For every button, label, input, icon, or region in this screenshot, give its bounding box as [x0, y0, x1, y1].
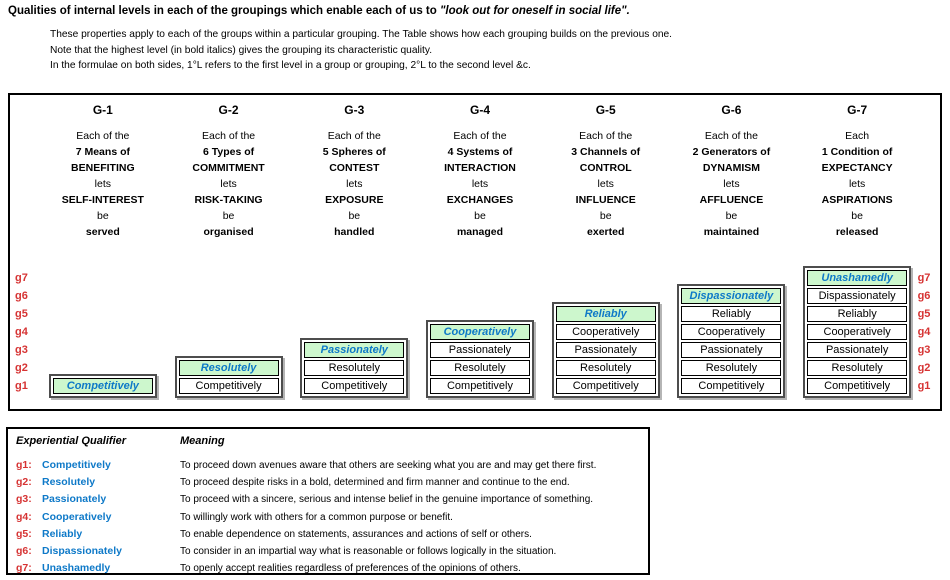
- grouping-id: G-7: [847, 103, 868, 117]
- legend-row: [16, 491, 640, 508]
- legend-g-label: g7:: [16, 562, 32, 575]
- grouping-line: organised: [203, 226, 254, 238]
- legend-qualifier: Dispassionately: [42, 545, 122, 558]
- grouping-line: INFLUENCE: [575, 194, 636, 206]
- grouping-line: lets: [723, 178, 740, 190]
- level-label-left: g3: [15, 344, 28, 356]
- legend-meaning: To openly accept realities regardless of preferences of the opinions of others.: [180, 563, 521, 575]
- grouping-line: maintained: [703, 226, 760, 238]
- legend-qualifier: Cooperatively: [42, 510, 112, 523]
- title-quote: "look out for oneself in social life".: [439, 5, 630, 17]
- grouping-line: Each of the: [202, 130, 256, 142]
- grouping-line: AFFLUENCE: [699, 194, 764, 206]
- level-stack-g-6: [677, 284, 785, 398]
- level-cell: Resolutely: [556, 360, 656, 376]
- characteristic-level-cell: Competitively: [53, 378, 153, 394]
- grouping-line: Each of the: [704, 130, 758, 142]
- level-cell: Dispassionately: [807, 288, 907, 304]
- grouping-line: 5 Spheres of: [322, 146, 386, 158]
- grouping-id: G-2: [218, 103, 239, 117]
- level-cell: Resolutely: [681, 360, 781, 376]
- level-label-left: g7: [15, 272, 28, 284]
- grouping-line: 4 Systems of: [447, 146, 513, 158]
- grouping-line: RISK-TAKING: [194, 194, 263, 206]
- level-stack-g-2: [175, 356, 283, 398]
- grouping-line: be: [474, 210, 486, 222]
- grouping-header-g-3: [291, 103, 417, 240]
- legend-meaning: To proceed with a sincere, serious and intense belief in the genuine importance of something.: [180, 494, 594, 506]
- level-cell: Passionately: [681, 342, 781, 358]
- grouping-line: be: [725, 210, 738, 222]
- grouping-id: G-5: [595, 103, 616, 117]
- grouping-line: EXPOSURE: [325, 194, 384, 206]
- characteristic-level-cell: Cooperatively: [430, 324, 530, 340]
- grouping-line: lets: [94, 178, 112, 190]
- level-labels-left: [15, 269, 28, 395]
- grouping-line: DYNAMISM: [702, 162, 760, 174]
- level-label-right: g2: [917, 362, 931, 374]
- grouping-line: Each: [845, 130, 870, 142]
- legend-qualifier: Passionately: [42, 493, 107, 506]
- grouping-header-g-7: [794, 103, 920, 240]
- grouping-line: be: [97, 210, 109, 222]
- grouping-line: COMMITMENT: [192, 162, 265, 174]
- notes-block: [50, 27, 672, 74]
- legend-meaning: To willingly work with others for a common purpose or benefit.: [180, 511, 453, 523]
- grouping-line: 1 Condition of: [821, 146, 893, 158]
- grouping-line: CONTROL: [579, 162, 632, 174]
- level-label-left: g4: [15, 326, 28, 338]
- legend-qualifier: Resolutely: [42, 476, 96, 489]
- legend-panel: [6, 427, 650, 575]
- level-cell: Cooperatively: [681, 324, 781, 340]
- level-stack-g-7: [803, 266, 911, 398]
- grouping-header-g-5: [543, 103, 669, 240]
- grouping-id: G-4: [469, 103, 490, 117]
- grouping-line: 3 Channels of: [571, 146, 641, 158]
- level-cell: Competitively: [681, 378, 781, 394]
- level-cell: Passionately: [556, 342, 656, 358]
- legend-g-label: g5:: [16, 527, 32, 540]
- grouping-line: CONTEST: [329, 162, 380, 174]
- legend-row: [16, 543, 640, 560]
- grouping-line: BENEFITING: [71, 162, 135, 174]
- level-cell: Passionately: [430, 342, 530, 358]
- grouping-line: handled: [334, 226, 375, 238]
- level-cell: Passionately: [807, 342, 907, 358]
- grouping-line: be: [348, 210, 361, 222]
- grouping-line: served: [85, 226, 120, 238]
- level-cell: Competitively: [304, 378, 404, 394]
- characteristic-level-cell: Dispassionately: [681, 288, 781, 304]
- groupings-panel: [8, 93, 942, 411]
- grouping-line: Each of the: [453, 130, 507, 142]
- legend-g-label: g6:: [16, 545, 32, 558]
- grouping-line: SELF-INTEREST: [61, 194, 144, 206]
- legend-qualifier: Reliably: [42, 527, 83, 540]
- level-label-left: g5: [15, 308, 28, 320]
- grouping-line: be: [599, 210, 612, 222]
- grouping-id: G-6: [721, 103, 742, 117]
- level-stack-g-4: [426, 320, 534, 398]
- note-line-2: Note that the highest level (in bold italics) gives the grouping its characteristic quality.: [50, 44, 433, 56]
- grouping-line: ASPIRATIONS: [821, 194, 893, 206]
- grouping-line: 7 Means of: [75, 146, 130, 158]
- grouping-id: G-3: [344, 103, 365, 117]
- title-text: Qualities of internal levels in each of the groupings which enable each of us to: [8, 5, 440, 17]
- legend-g-label: g3:: [16, 493, 32, 506]
- level-cell: Resolutely: [304, 360, 404, 376]
- grouping-line: Each of the: [76, 130, 130, 142]
- level-cell: Competitively: [807, 378, 907, 394]
- characteristic-level-cell: Passionately: [304, 342, 404, 358]
- level-label-right: g6: [917, 290, 931, 302]
- level-cell: Reliably: [807, 306, 907, 322]
- grouping-line: exerted: [587, 226, 625, 238]
- level-cell: Competitively: [556, 378, 656, 394]
- legend-qualifier: Unashamedly: [42, 562, 111, 575]
- level-label-right: g5: [917, 308, 931, 320]
- grouping-line: be: [851, 210, 863, 222]
- grouping-headers-row: [40, 103, 920, 240]
- note-line-3: In the formulae on both sides, 1°L refers to the first level in a group or grouping, 2°L to the second level &c.: [50, 60, 531, 71]
- level-stack-g-1: [49, 374, 157, 398]
- legend-qualifier: Competitively: [42, 459, 111, 471]
- note-line-1: These properties apply to each of the groups within a particular grouping. The Table shows how each grouping builds on the previous one.: [50, 29, 673, 40]
- level-label-left: g6: [15, 290, 28, 302]
- grouping-header-g-4: [417, 103, 543, 240]
- legend-rows: [8, 457, 648, 577]
- legend-header-meaning: Meaning: [180, 435, 225, 447]
- legend-row: [16, 474, 640, 491]
- legend-row: [16, 509, 640, 526]
- level-cell: Reliably: [681, 306, 781, 322]
- legend-row: [16, 526, 640, 543]
- level-label-right: g3: [917, 344, 931, 356]
- level-label-right: g4: [917, 326, 931, 338]
- grouping-line: managed: [456, 226, 504, 238]
- legend-g-label: g4:: [16, 510, 32, 523]
- legend-row: [16, 457, 640, 474]
- level-label-left: g2: [15, 362, 28, 374]
- grouping-line: EXCHANGES: [446, 194, 514, 206]
- grouping-line: lets: [848, 178, 866, 190]
- level-label-left: g1: [15, 380, 28, 392]
- characteristic-level-cell: Resolutely: [179, 360, 279, 376]
- level-label-right: g7: [917, 272, 931, 284]
- grouping-header-g-1: [40, 103, 166, 240]
- level-cell: Resolutely: [807, 360, 907, 376]
- grouping-line: Each of the: [327, 130, 381, 142]
- grouping-line: Each of the: [579, 130, 633, 142]
- level-cell: Cooperatively: [807, 324, 907, 340]
- grouping-line: be: [222, 210, 235, 222]
- legend-row: [16, 560, 640, 577]
- legend-header: [8, 435, 648, 447]
- level-labels-right: [913, 269, 935, 395]
- legend-g-label: g1:: [16, 459, 32, 471]
- grouping-line: released: [835, 226, 879, 238]
- level-cell: Competitively: [179, 378, 279, 394]
- legend-meaning: To proceed despite risks in a bold, determined and firm manner and continue to the end.: [180, 477, 570, 489]
- grouping-header-g-2: [166, 103, 292, 240]
- level-stack-g-5: [552, 302, 660, 398]
- characteristic-level-cell: Unashamedly: [807, 270, 907, 286]
- level-staircase: [40, 266, 920, 398]
- grouping-line: lets: [597, 178, 614, 190]
- grouping-header-g-6: [669, 103, 795, 240]
- legend-meaning: To enable dependence on statements, assurances and actions of self or others.: [180, 528, 532, 540]
- page-title: [8, 5, 630, 17]
- level-label-right: g1: [917, 380, 931, 392]
- level-cell: Competitively: [430, 378, 530, 394]
- legend-g-label: g2:: [16, 476, 32, 489]
- legend-header-qualifier: Experiential Qualifier: [16, 435, 127, 447]
- level-cell: Resolutely: [430, 360, 530, 376]
- grouping-line: 2 Generators of: [692, 146, 771, 158]
- grouping-line: 6 Types of: [202, 146, 255, 158]
- grouping-line: INTERACTION: [444, 162, 516, 174]
- level-cell: Cooperatively: [556, 324, 656, 340]
- grouping-line: lets: [471, 178, 489, 190]
- level-stack-g-3: [300, 338, 408, 398]
- legend-meaning: To consider in an impartial way what is reasonable or follows logically in the situation.: [180, 546, 557, 558]
- grouping-line: lets: [346, 178, 363, 190]
- grouping-line: EXPECTANCY: [821, 162, 893, 174]
- grouping-id: G-1: [92, 103, 113, 117]
- characteristic-level-cell: Reliably: [556, 306, 656, 322]
- legend-meaning: To proceed down avenues aware that others are seeking what you are and may get there first.: [180, 460, 597, 471]
- grouping-line: lets: [220, 178, 237, 190]
